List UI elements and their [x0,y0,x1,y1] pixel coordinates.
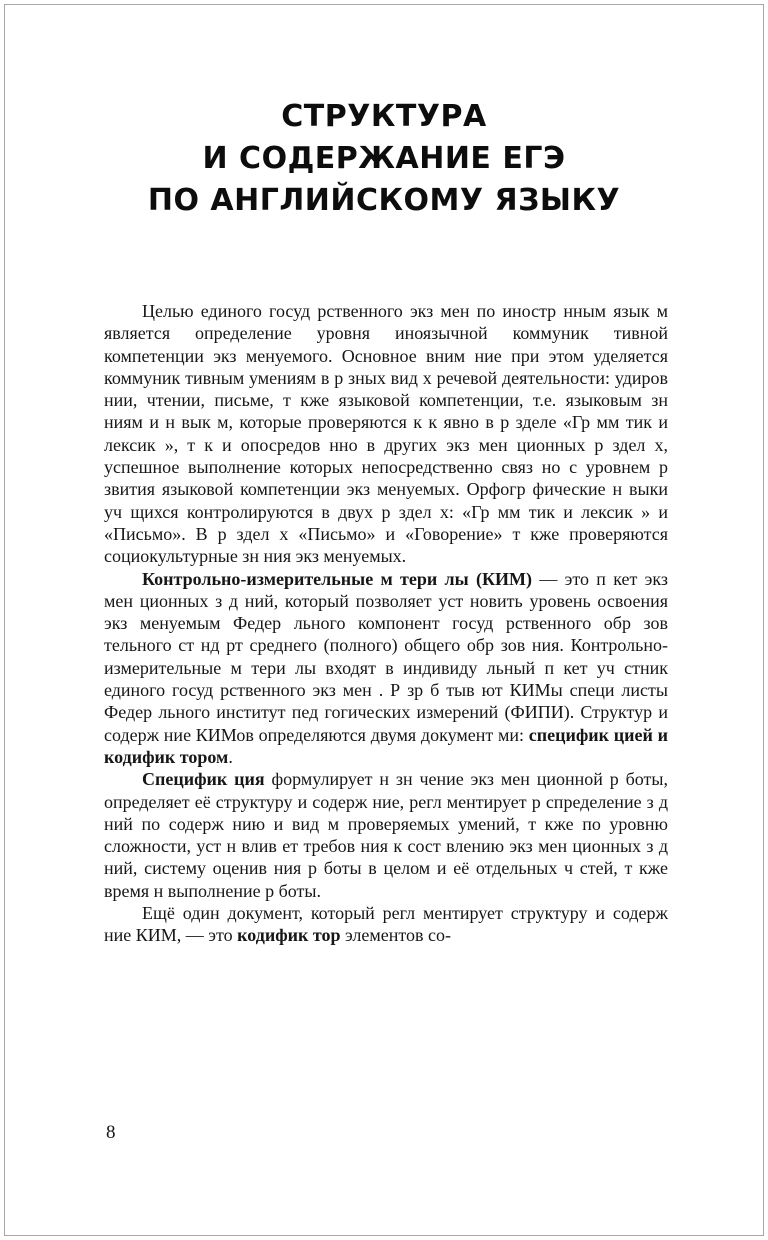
body-text [104,300,668,947]
page-number: 8 [106,1122,116,1143]
bold-text-run: специфик цией и кодифик тором [104,724,668,767]
bold-text-run: Контрольно-измерительные м тери лы (КИМ) [142,568,533,589]
bold-text-run: кодифик тор [237,925,341,946]
text-run: элементов со- [340,925,452,946]
page-title [0,96,768,222]
text-run: Ещё один документ, который регл ментирует структуру и содерж ние КИМ, — это [104,903,668,946]
paragraph [104,300,668,568]
paragraph [104,568,668,769]
bold-text-run: Специфик ция [142,769,265,790]
paragraph [104,902,668,947]
title-line-3: ПО АНГЛИЙСКОМУ ЯЗЫКУ [147,183,621,218]
text-run: формулирует н зн чение экз мен ционной р боты, определяет её структуру и содерж ние, регл ментирует р спределение з д ний по содерж нию и вид м проверяемых умений, т кже по уровню сложности, уст н влив ет требов ния к сост влению экз мен ционных з д ний, систему оценив ния р боты в целом и её отдельных ч стей, т кже время н выполнение р боты. [104,769,669,901]
title-line-1: СТРУКТУРА [281,99,487,134]
text-run: . [228,746,233,767]
paragraph [104,768,668,902]
text-run: Целью единого госуд рственного экз мен по иностр нным язык м является определение уровня иноязычной коммуник тивной компетенции экз менуемого. Основное вним ние при этом уделяется коммуник тивным умениям в р зных вид х речевой деятельности: удиров нии, чтении, письме, т кже языковой компетенции, т.е. языковым зн ниям и н вык м, которые проверяются к к явно в р зделе «Гр мм тик и лексик », т к и опосредов нно в других экз мен ционных р здел х, успешное выполнение которых непосредственно связ но с уровнем р звития языковой компетенции экз менуемых. Орфогр фические н выки уч щихся контролируются в двух р здел х: «Гр мм тик и лексик » и «Письмо». В р здел х «Письмо» и «Говорение» т кже проверяются социокультурные зн ния экз менуемых. [104,301,668,567]
title-line-2: И СОДЕРЖАНИЕ ЕГЭ [202,141,566,176]
text-run: — это п кет экз мен ционных з д ний, который позволяет уст новить уровень освоения экз менуемым Федер льного компонент госуд рственного обр зов тельного ст нд рт среднего (полного) общего обр зов ния. Контрольно-измерительные м тери лы входят в индивиду льный п кет уч стник единого госуд рственного экз мен . Р зр б тыв ют КИМы специ листы Федер льного институт пед гогических измерений (ФИПИ). Структур и содерж ние КИМов определяются двумя документ ми: [104,568,668,745]
